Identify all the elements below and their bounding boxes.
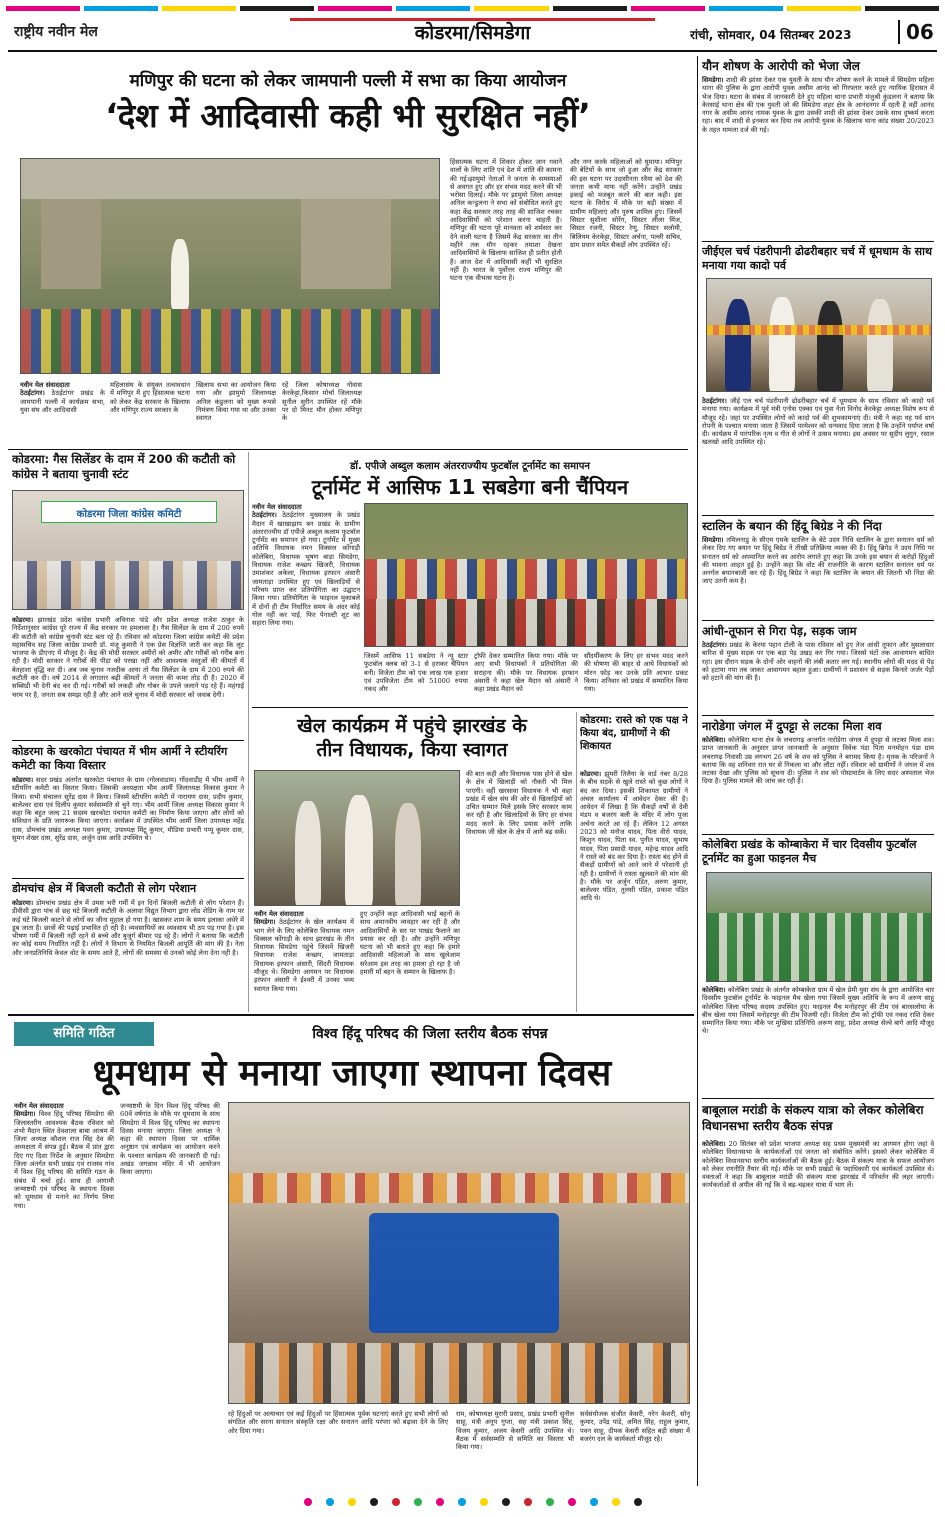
manipur-body-5: हिंसात्मक घटना में शिकार होकर जान गवाने वालों के लिए शांति एवं देश में शांति की कामना की गई।झामुमो नेताओं ने जनता के समस्याओं से अवगत हुए और हर संभव मदद करने की भी भरोसा दिलाई। मौके पर झामुमो जिला अध्यक्ष अनिल कन्डुलना ने सभा को संबोधित करते हुए कहा केंद्र सरकार तरह तरह की साजिश रचकर आदिवासियों को परेशान करना चाहती है। मणिपुर की घटना पूरे मानवता को शर्मसार कर देने वाली घटना है जिसमें केंद्र सरकार का तीन महीने तक मौन रहकर तमाशा देखना आदिवासियों के खिलाफ साजिश ही प्रतीत होती है। आज देश में आदिवासी कहीं भी सुरक्षित नहीं है। भारत के पूर्वोत्तर राज्य मणिपुर की घटना एक वीभत्स घटना है। bbox=[450, 158, 562, 283]
dateline: रांची, सोमवार, 04 सितम्बर 2023 bbox=[690, 28, 852, 42]
vidhayak-photo bbox=[254, 770, 460, 906]
football-kicker: डॉ. एपीजे अब्दुल कलाम अंतरराज्यीय फुटबॉल टूर्नामेंट का समापन bbox=[350, 461, 590, 472]
football-body-2: जिसमें आसिफ 11 सबडेगा ने न्यू स्टार फुटबॉल क्लब को 3-1 से हराकर चैंपियन बनी। विजेता टीम को एक लाख एक हजार एवं उपविजेता टीम को 51000 रुपया नकद और bbox=[364, 652, 468, 694]
vhp-body-4: राम, कोषाध्यक्ष मुरारी प्रसाद, प्रखंड प्रभारी सुनील साहू, मंत्री अनूप गुप्ता, सह मंत्री प्रकाश सिंह, विजय कुमार, अजय केसरी आदि उपस्थित थे। बैठक में सर्वसम्मति से समिति का विस्तार भी किया गया। bbox=[456, 1410, 574, 1452]
church-headline: जीईएल चर्च पंडरीपानी ढोढरीबहार चर्च में धूमधाम के साथ मनाया गया कादो पर्व bbox=[702, 245, 932, 272]
church-body: जीई एल चर्च पंडरीपानी ढोढरीबहार चर्च में धूमधाम के साथ रविवार को कादो पर्व मनाया गया। कार्यक्रम में पूर्व मंत्री एनोस एक्का एवं युवा नेता विनोद केरकेट्टा अध्यक्ष विशेष रूप से मौजूद रहे। जहां पर उपस्थित लोगों को कादो पर्व की शुभकामनाएं दी। मंत्री ने कहा यह पर्व धान रोपनी के पश्चात मनाया जाता है जिसमें परमेश्वर को धन्यवाद दिया जाता है कि उन्होंने पर्याप्त वर्षा दी। कार्यक्रम में पारंपरिक नृत्य व गीत से लोगों ने उत्सव मनाया। इस अवसर पर सुदीप लुगुन, रसाल खलखो आदि उपस्थित रहे। bbox=[702, 397, 934, 447]
vrule-rasta bbox=[576, 712, 577, 1012]
manipur-photo bbox=[20, 158, 440, 374]
aandhi-place: ठेठईटांगर। bbox=[702, 641, 727, 649]
page-number: 06 bbox=[898, 20, 934, 44]
rule-left-1 bbox=[12, 740, 244, 741]
vidhayak-headline-2: तीन विधायक, किया स्वागत bbox=[316, 739, 508, 761]
vidhayak-body-3: की बात कही और विधायक पास होने से खेल के क्षेत्र में खिलाड़ी को नौकरी भी मिल पाएगी। वहीं खरसावा विधायक ने भी कहा प्रखंड में खेल संघ की ओर से खिलाड़ियों को उचित सम्मान मिले इसके लिए सरकार काम कर रही है और खिलाड़ियों के लिए हर संभव मदद करने के लिए प्रयास करेंगे ताकि विधायक जी खेल के क्षेत्र में आगे बढ़ सकें। bbox=[466, 770, 572, 837]
vhp-byline: नवीन मेल संवाददाता bbox=[14, 1102, 64, 1110]
bhim-headline: कोडरमा के खरकोटा पंचायत में भीम आर्मी ने स्टीयरिंग कमेटी का किया विस्तार bbox=[12, 745, 228, 772]
manipur-byline-block bbox=[20, 381, 105, 445]
football-body-block-1 bbox=[252, 503, 360, 703]
babulal-body: 20 सितंबर को प्रदेश भाजपा अध्यक्ष सह प्रथम मुख्यमंत्री का आगमन होगा जहां वे कोलेबिरा विधानसभा के कार्यकर्ताओं एवं जनता को संबोधित करेंगे। इसको लेकर कोलेबिरा में कोलेबिरा विधानसभा स्तरीय कार्यकर्ताओं की बैठक हुई। बैठक में संकल्प यात्रा के सफल आयोजन को लेकर रणनीति तैयार की गई। मौके पर सभी प्रखंडों के पदाधिकारी एवं कार्यकर्ता उपस्थित थे। वक्ताओं ने कहा कि बाबूलाल मरांडी की संकल्प यात्रा झारखंड में परिवर्तन की लहर लाएगी। कार्यकर्ताओं से अपील की गई कि वे बढ़-चढ़कर यात्रा में भाग लें। bbox=[702, 1140, 934, 1190]
vhp-body-5: सर्वसंयोजक संजीत केसरी, नरेन केशरी, सोनू कुमार, उपेंद्र पांडे, अमित सिंह, राहुल कुमार, पवन साहू, दीपक केसरी सहित बड़ी संख्या में बजरंग दल के कार्यकर्ता मौजूद रहे। bbox=[580, 1410, 690, 1443]
football-byline: नवीन मेल संवाददाता bbox=[252, 503, 302, 511]
color-strip-bottom bbox=[0, 1498, 945, 1506]
vhp-headline: धूमधाम से मनाया जाएगा स्थापना दिवस bbox=[92, 1053, 612, 1094]
gas-banner-text: कोडरमा जिला कांग्रेस कमिटी bbox=[76, 509, 182, 520]
kobakera-place: कोलेबिरा। bbox=[702, 986, 726, 994]
gas-body: झारखंड प्रदेश कांग्रेस प्रभारी अविनाश पांडे और प्रदेश अध्यक्ष राजेश ठाकुर के निर्देशानुसार कांग्रेस पूरे राज्य में केंद्र सरकार पर हमलावर है। गैस सिलेंडर के दाम में 200 रुपये की कटौती को कांग्रेस चुनावी स्टंट बता रहे हैं। रविवार को कोडरमा जिला कांग्रेस कमेटी की प्रदेश महासचिव सह जिला कांग्रेस प्रभारी डॉ. मंजू कुमारी ने एक प्रेस विज्ञप्ति जारी कर कहा कि लूट भाजपा के डीएनए में मौजूद है। केंद्र की मोदी सरकार अमीरों को अमीर और गरीबों को गरीब बना रही है। मोदी सरकार ने गरीबों की पीड़ा को परखा नहीं और आवश्यक वस्तुओं की कीमतों में बेतहाशा वृद्धि कर दी। अब जब चुनाव नजदीक आया तो गैस सिलेंडर के दाम में 200 रुपये की कटौती कर दी। वर्ष 2014 से लगातार बढ़ी कीमतों ने जनता की कमर तोड़ दी है। 2020 में सब्सिडी भी देनी बंद कर दी गई। गरीबों को लकड़ी और गोबर के उपले जलाने पड़ रहे हैं। महंगाई चरम पर है, जनता सब समझ रही है और आने वाले चुनाव में मोदी सरकार को जवाब देगी। bbox=[12, 616, 244, 699]
gas-place: कोडरमा। bbox=[12, 616, 34, 624]
manipur-body-2: महिलासंघ के संयुक्त तत्वावधान में मणिपुर में हुए हिंसात्मक घटना को लेकर केंद्र सरकार के खिलाफ और मणिपुर राज्य सरकार के bbox=[110, 381, 190, 414]
yaun-headline: यौन शोषण के आरोपी को भेजा जेल bbox=[702, 59, 860, 73]
manipur-body-6: और नग्न करके महिलाओं को घुमाया। मणिपुर की बेटियों के साथ जो हुआ और केंद्र सरकार की इस घटना पर उदासीनता रवैया को देश की जनता कभी माफ नहीं करेंगे। उन्होंने प्रखंड इकाई को मजबूत करने की बात कही। इस घटना के विरोध में मौके पर बड़ी संख्या में ग्रामीण महिलाएं और पुरुष शामिल हुए। जिसमें सिस्टर सुशीला सोरेंग, सिस्टर लीला मिंज, सिस्टर रजनी, सिस्टर रेणु, सिस्टर सलोमी, बिलियम केरकेट्टा, सिस्टर अर्चना, पल्ली सचिव, ग्राम प्रधान समेत सैकड़ों लोग उपस्थित रहें। bbox=[570, 158, 682, 249]
noradih-headline: नारोडेगा जंगल में दुपट्टा से लटका मिला शव bbox=[702, 719, 882, 733]
vhp-body-2: जन्माष्टमी के दिन विश्व हिंदू परिषद की 60वें वर्षगांठ के मौके पर धूमधाम के साथ सिमडेगा में विश्व हिंदू परिषद का स्थापना दिवस मनाया जाएगा। जिला अध्यक्ष ने कहा की स्थापना दिवस पर धार्मिक अनुष्ठान एवं कार्यक्रम का आयोजन करने के पश्चात कार्यक्रम की जानकारी दी गई। अखंड जगन्नाथ मंदिर में भी आयोजन किया जाएगा। bbox=[120, 1102, 220, 1177]
babulal-place: कोलेबिरा। bbox=[702, 1140, 726, 1148]
vrule-left bbox=[248, 452, 249, 1012]
church-photo bbox=[706, 278, 932, 392]
football-place: ठेठईटांगर। bbox=[252, 511, 277, 520]
paper-name: राष्ट्रीय नवीन मेल bbox=[14, 24, 98, 40]
rule-2 bbox=[252, 707, 688, 708]
color-strip-top bbox=[0, 6, 945, 11]
gas-headline: कोडरमा: गैस सिलेंडर के दाम में 200 की कटौती को कांग्रेस ने बताया चुनावी स्टंट bbox=[12, 452, 236, 481]
noradih-body-block bbox=[702, 736, 934, 832]
domchanch-body-block bbox=[12, 899, 244, 1009]
church-body-block bbox=[702, 397, 934, 513]
domchanch-headline: डोमचांच क्षेत्र में बिजली कटौती से लोग परेशान bbox=[12, 882, 197, 895]
vidhayak-body-2: हुए उन्होंने कहा आदिवासी भाई बहनों के साथ अमानवीय व्यवहार कर रही है और आदिवासियों के सर पर पाखंड फैलाने का प्रयास कर रही है। और उन्होंने मणिपुर घटना को भी बताते हुए कहा कि हमारे आदिवासी महिलाओं के साथ खुलेआम सरेआम इस तरह का हमला हो रहा है जो हमारी माँ बहन के सम्मान के खिलाफ है। bbox=[360, 910, 460, 977]
football-body-3: ट्रॉफी देकर सम्मानित किया गया। मौके पर आए सभी विधायकों ने प्रतियोगिता की सराहना की। मौके पर विधायक इरफान अंसारी ने कहा खेल मैदान को अंसारी ने कहा प्रखंड मैदान को bbox=[474, 652, 578, 694]
babulal-headline: बाबूलाल मरांडी के संकल्प यात्रा को लेकर कोलेबिरा विधानसभा स्तरीय बैठक संपन्न bbox=[702, 1103, 924, 1133]
kobakera-body-block bbox=[702, 986, 934, 1096]
rule-right-5 bbox=[702, 834, 934, 835]
stalin-body: तमिलनाडु के सीएम एमके स्टालिन के बेटे उदय निधि स्टालिन के द्वारा सनातन धर्म को लेकर दिए गए बयान पर हिंदू बिग्रेड ने तीखी प्रतिक्रिया व्यक्त की है। हिंदू ब्रिगेड ने उदय निधि पर सनातन धर्म को अपमानित करने का आरोप लगाते हुए कहा कि उनके इस बयान से करोड़ों हिंदुओं की भावना आहत हुई है। उन्होंने कहा कि वोट की राजनीति के कारण स्टालिन सनातन धर्म पर अनर्गल बयानबाजी कर रहे हैं। हिंदू बिग्रेड ने कहा कि स्टालिन के बयान की जितनी भी निंदा की जाए उतनी कम है। bbox=[702, 536, 934, 586]
vhp-kicker: विश्व हिंदू परिषद की जिला स्तरीय बैठक संपन्न bbox=[312, 1026, 548, 1042]
football-headline: टूर्नामेंट में आसिफ 11 सबडेगा बनी चैंपियन bbox=[311, 475, 629, 499]
noradih-body: कोलेबिरा थाना क्षेत्र के लचरागढ़ अन्तर्गत नारोडेगा जंगल में दुपट्टा से लटका मिला शव। प्राप्त जानकारी के अनुसार प्राप्त जानकारी के अनुसार विवेक पंडा पिता मनमोहन पंडा ग्राम लचरागढ़ निवासी उम्र लगभग 26 वर्ष के शव को पुलिस ने बरामद किया है। मृतक के परिजनों ने बताया कि वह शनिवार रात घर से निकला था और लौटा नहीं। रविवार को ग्रामीणों ने जंगल में शव लटका देखा और पुलिस को सूचना दी। पुलिस ने शव को पोस्टमार्टम के लिए सदर अस्पताल भेज दिया है। पुलिस मामले की जांच कर रही है। bbox=[702, 736, 934, 786]
vrule-right bbox=[697, 56, 698, 1486]
manipur-body-4: रहें जिला कोषाध्यक्ष नोवास केरकेट्टा,किसान मोर्चा जिलाध्यक्ष सुनील सुरीन उपस्थित रहें मौके पर दो मिनट मौन होकर मणिपुर के bbox=[282, 381, 362, 423]
masthead bbox=[0, 0, 945, 58]
bhim-body-block bbox=[12, 776, 244, 876]
manipur-headline: ‘देश में आदिवासी कही भी सुरक्षित नहीं’ bbox=[105, 96, 591, 135]
stalin-headline: स्टालिन के बयान की हिंदू बिग्रेड ने की निंदा bbox=[702, 519, 882, 533]
kobakera-body: कोलेबिरा प्रखंड के अंतर्गत कोम्बाकेरा ग्राम में खेल प्रेमी युवा संघ के द्वारा आयोजित चार दिवसीय फुटबॉल टूर्नामेंट के फाइनल मैच खेला गया जिसमें मुख्य अतिथि के रूप में अरुण साहु कोलेबिरा जिला परिषद सदस्य उपस्थित हुए। फाइनल मैच मनोहरपुर की टीम एवं बारसलोया के बीच खेला गया जिसमें मनोहरपुर की टीम विजयी रही। विजेता टीम को ट्रॉफी एवं नकद राशि देकर सम्मानित किया गया। मौके पर मुखिया प्रतिनिधि अरूण साहू, प्रदेश अध्यक्ष सेल्वे बागे आदि मौजूद थे। bbox=[702, 986, 934, 1036]
football-photo bbox=[364, 503, 688, 647]
aandhi-headline: आंधी-तूफान से गिरा पेड़, सड़क जाम bbox=[702, 624, 857, 638]
rule-right-2 bbox=[702, 515, 934, 516]
bhim-place: कोडरमा। bbox=[12, 776, 34, 784]
domchanch-body: डोमचांच प्रखंड क्षेत्र में उमस भरी गर्मी में इन दिनों बिजली कटौती से लोग परेशान हैं। डीवीसी द्वारा पांच से छह घंटे बिजली कटौती के अलावा विद्युत विभाग द्वारा लोड शेडिंग के नाम पर कई घंटे बिजली काटने से लोगों का जीना मुहाल हो गया है। खासकर शाम के समय इलाका अंधेरे में डूब जाता है। छात्रों की पढ़ाई प्रभावित हो रही है। व्यवसायियों का व्यवसाय भी ठप पड़ गया है। इस भीषण गर्मी में बिजली नहीं रहने से बच्चे और बुजुर्ग बीमार पड़ रहे हैं। लोगों ने बताया कि कटौती का कोई समय निर्धारित नहीं है। लोगों ने विभाग से नियमित बिजली आपूर्ति की मांग की है। नेता और जनप्रतिनिधि केवल वोट के समय आते हैं, लोगों की समस्या से उनको कोई लेना देना नहीं है। bbox=[12, 899, 244, 957]
manipur-body-1: ठेठईटांगर प्रखंड के जामपानी पल्ली में कार्यक्रम सभा, युवा संघ और आदिवासी bbox=[20, 389, 105, 414]
rule-1 bbox=[8, 449, 688, 450]
vhp-tag bbox=[14, 1022, 154, 1046]
aandhi-body: प्रखंड के केरया पहान टोली के पास रविवार को हुए तेज आंधी तूफान और मुसलाधार बारिश से मुख्य सड़क पर एक बड़ा पेड़ उखड़ कर गिर गया। जिससे घंटों तक आवागमन बाधित रहा। इस दौरान सड़क के दोनों ओर वाहनों की लंबी कतार लग गई। स्थानीय लोगों की मदद से पेड़ को हटाया गया तब जाकर आवागमन बहाल हुआ। ग्रामीणों ने प्रशासन से सड़क किनारे जर्जर पेड़ों को हटाने की मांग की है। bbox=[702, 641, 934, 683]
vhp-tag-text: समिति गठित bbox=[53, 1026, 115, 1041]
football-body-4: सौंदर्यीकरण के लिए हर संभव मदद करने की घोषणा की बाहर से आये विधायकों को मोरन फ़ोड़ कर उनके प्रति आभार प्रकट किया। शनिवार को प्रखंड में सम्मानित किया गया। bbox=[584, 652, 688, 694]
noradih-place: कोलेबिरा। bbox=[702, 736, 726, 744]
yaun-place: सिमडेगा। bbox=[702, 76, 724, 84]
vidhayak-headline-1: खेल कार्यक्रम में पहुंचे झारखंड के bbox=[297, 715, 527, 737]
vhp-body-block-1 bbox=[14, 1102, 114, 1482]
rule-right-3 bbox=[702, 620, 934, 621]
bhim-body: सदर प्रखंड अंतर्गत खरकोटा पंचायत के ग्राम (गोलवाडाम) गोंदवाडीह में भीम आर्मी ने स्टीयरिंग कमेटी का विस्तार किया। जिसकी अध्यक्षता भीम आर्मी जिलाध्यक्ष विकास कुमार ने किया। सभी संचालन सुरेंद्र दास ने किया। जिसमें स्टीयरिंग कमेटी में नारायण दास, प्रदीप कुमार, बालेश्वर दास एवं दिलीप कुमार सर्वसम्मति से चुने गए। भीम आर्मी जिला अध्यक्ष विकास कुमार ने कहा कि बहुत जल्द 21 सदस्य खरकोटा पंचायत कमेटी का निर्माण किया जाएगा और लोगों को संविधान के प्रति जागरूक किया जाएगा। कार्यक्रम में उपस्थित भीम आर्मी जिला उपाध्यक्ष महेंद्र दास, डोमचांच प्रखंड अध्यक्ष पवन कुमार, उपाध्यक्ष मिंटू कुमार, मीडिया प्रभारी पप्पू कुमार दास, सुमन शेखर दास, सुरेंद्र दास, अर्जुन दास आदि उपस्थित थे। bbox=[12, 776, 244, 843]
rasta-headline: कोडरमा: रास्ते को एक पक्ष ने किया बंद, ग्रामीणों ने की शिकायत bbox=[580, 715, 688, 752]
vidhayak-body-block bbox=[254, 910, 354, 1010]
vhp-photo bbox=[228, 1102, 690, 1404]
gas-photo bbox=[12, 490, 244, 610]
yaun-body: शादी की झांसा देकर एक युवती के साथ यौन शोषण करने के मामले में सिमडेगा महिला थाना की पुलिस के द्वारा आरोपी युवक असीम आनंद को गिरफ्तार करते हुए न्यायिक हिरासत में भेज दिया। घटना के संबंध में जानकारी देते हुए महिला थाना प्रभारी मंजुश्री कुंडलना ने बताया कि केरसाई थाना क्षेत्र की एक युवती जो की सिमडेगा शहर क्षेत्र के आनंदनगर में रहती है वहीं आनंद नगर के असीम आनंद नामक युवक के द्वारा उसकी शादी की झांसा देकर उसके साथ दुष्कर्म करता रहा। बाद में शादी से इनकार कर दिया तब आरोपी युवक के खिलाफ थाना कांड संख्या 20/2023 के तहत मामला दर्ज की गई। bbox=[702, 76, 934, 134]
stalin-body-block bbox=[702, 536, 934, 618]
gas-banner bbox=[41, 501, 217, 523]
vhp-body-1: विश्व हिंदू परिषद सिमडेगा की जिलास्तरीय आवश्यक बैठक रविवार को शंभो मैदान स्थित देवशाला बाबा आश्रम में जिला अध्यक्ष कौशल राज सिंह देव की अध्यक्षता में संपन्न हुई। बैठक में प्रांत द्वारा दिए गए दिशा निर्देश के अनुसार सिमडेगा जिला अंतर्गत सभी प्रखंड एवं राजस्व गांव में विश्व हिंदू परिषद की समिति गठन के संबंध में चर्चा हुई। साथ ही आगामी जन्माष्टमी एवं परिषद के स्थापना दिवस को धूमधाम से मनाने का निर्णय लिया गया। bbox=[14, 1110, 114, 1210]
rule-left-2 bbox=[12, 878, 244, 879]
stalin-place: सिमडेगा। bbox=[702, 536, 724, 544]
manipur-place: ठेठईटांगर। bbox=[20, 389, 45, 398]
manipur-kicker: मणिपुर की घटना को लेकर जामपानी पल्ली में सभा का किया आयोजन bbox=[129, 71, 567, 91]
rule-right-6 bbox=[702, 1098, 934, 1099]
section-title: कोडरमा/सिमडेगा bbox=[414, 22, 531, 44]
kobakera-headline: कोलेबिरा प्रखंड के कोम्बाकेरा में चार दिवसीय फुटबॉल टूर्नामेंट का हुआ फाइनल मैच bbox=[702, 838, 917, 865]
rule-3 bbox=[8, 1014, 694, 1016]
aandhi-body-block bbox=[702, 641, 934, 713]
manipur-byline: नवीन मेल संवाददाता bbox=[20, 381, 70, 389]
church-place: ठेठईटांगर। bbox=[702, 397, 727, 405]
rasta-body: झुमरी तिलैया के वार्ड नंबर 8/28 के बीच सड़कें से खुले रास्ते को कुछ लोगों ने बंद कर दिया। इसकी शिकायत ग्रामीणों ने अंचल कार्यालय में आवेदन देकर की है। आवेदन में लिखा है कि सैकड़ों वर्षों से देवी मंडप व बजरंग बली के मंदिर में लोग पूजा अर्चना करते आ रहे हैं। लेकिन 12 अगस्त 2023 को मनोज यादव, पिता वीरो यादव, किशुन यादव, पिता स्व. पुनीत यादव, सुभाष यादव, पिता प्रसादी यादव, महेन्द्र यादव आदि ने रास्ते को बंद कर दिया है। रास्ता बंद होने से सैकड़ों ग्रामीणों को आने जाने में परेशानी हो रही है। ग्रामीणों ने रास्ता खुलवाने की मांग की है। मौके पर अर्जुन पंडित, अरुण कुमार, बालेश्वर पंडित, तुलसी पंडित, प्रकाश पंडित आदि थे। bbox=[580, 770, 688, 903]
rasta-body-block bbox=[580, 770, 688, 1010]
vidhayak-byline: नवीन मेल संवाददाता bbox=[254, 910, 304, 918]
rule-right-4 bbox=[702, 715, 934, 716]
gas-body-block bbox=[12, 616, 244, 738]
rasta-place: कोडरमा। bbox=[580, 770, 602, 778]
vidhayak-place: सिमडेगा। bbox=[254, 918, 276, 927]
yaun-body-block bbox=[702, 76, 934, 239]
football-body-1: ठेठईटांगर मुख्यालय के प्रखंड मैदान में खाखाझाप बन प्रखंड के ग्रामीण अंतरराज्यीय डॉ एपीजे अब्दुल कलाम फुटबॉल टूर्नामेंट का समापन हो गया। टूर्नामेंट में मुख्य अतिथि विधायक नमन विक्सल कोंगाड़ी कोलेबिरा, विधायक भूषण बाड़ा सिमडेगा, विधायक राजेश कच्छप खिजरी, विधायक उमाशंकर अकेला, विधायक इरफान अंसारी जामताड़ा उपस्थित हुए एवं खिलाड़ियों से परिचय प्राप्त कर प्रतियोगिता का उद्घाटन किया गया। प्रतियोगिता के फाइनल मुकाबले में दोनों ही टीम निर्धारित समय के अंदर कोई गोल नहीं कर पाईं, फिर पेनाल्टी शूट का सहारा लिया गया। bbox=[252, 511, 360, 628]
rule-right-1 bbox=[702, 241, 934, 242]
masthead-rule bbox=[8, 50, 937, 52]
babulal-body-block bbox=[702, 1140, 934, 1486]
vidhayak-body-1: ठेठईटांगर के खेल कार्यक्रम में भाग लेने के लिए कोलेबिरा विधायक नमन विक्सल कोंगाड़ी के साथ झारखंड के तीन विधायक सिमडेगा पहुंचे जिसमें खिजरी विधायक राजेश कच्छप, जामताड़ा विधायक इरफान अंसारी, सिंदरी विधायक मौजूद थे। सिमडेगा आगमन पर विधायक इरफान अंसारी ने ईश्वरी में उनका भव्य स्वागत किया गया। bbox=[254, 918, 354, 993]
vhp-place: सिमडेगा। bbox=[14, 1110, 36, 1119]
vhp-body-3: रहे हिंदुओं पर अत्याचार एवं कई हिंदुओं पर हिंसात्मक पूर्वक घटनाएं करते हुए सभी लोगों को संगठित और सरना सनातन संस्कृति रक्षा और सनातन आदि परंपरा को बढ़ावा देने के लिए ओर दिया गया। bbox=[228, 1410, 448, 1435]
kobakera-photo bbox=[706, 872, 932, 982]
manipur-body-3: खिलाफ सभा का आयोजन किया गया और झामुमो जिलाध्यक्ष अनिल कंडुलना को मुख्य रूपसे निमंत्रण किया गया था और उनका स्वागत bbox=[196, 381, 276, 423]
section-bar bbox=[290, 18, 655, 46]
domchanch-place: कोडरमा। bbox=[12, 899, 34, 907]
